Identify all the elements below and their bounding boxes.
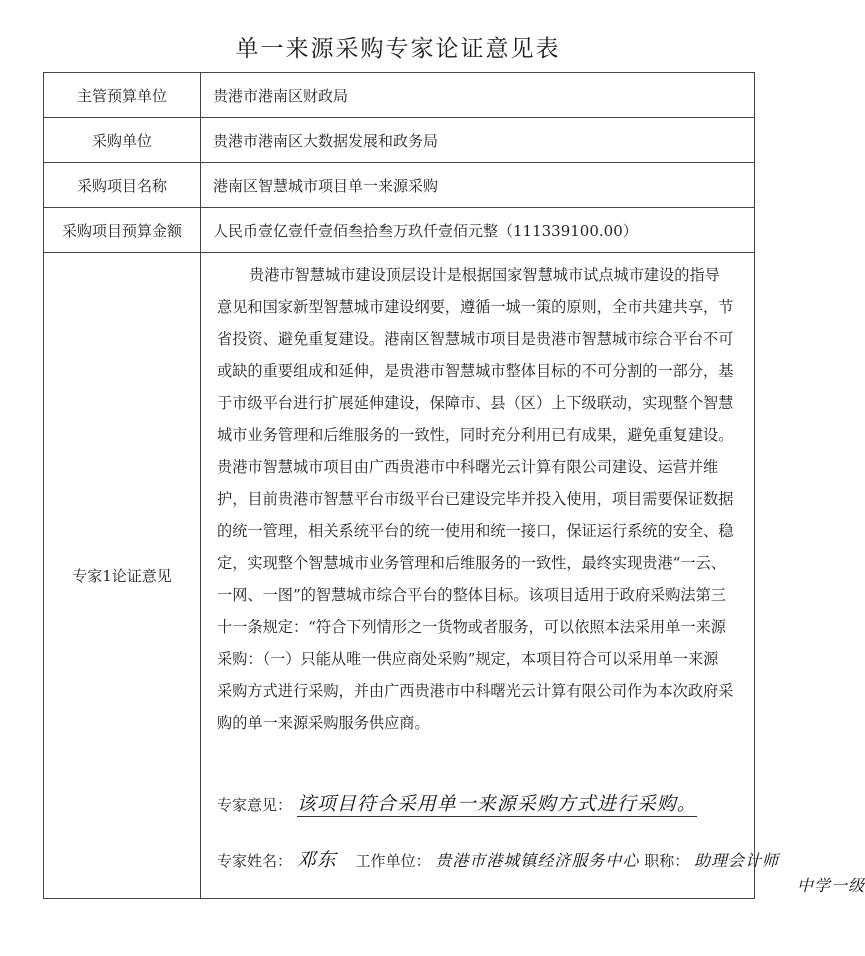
form-row-purchasing-unit [44, 118, 755, 163]
row-label: 主管预算单位 [44, 73, 201, 118]
row-value: 贵港市港南区财政局 [201, 73, 755, 118]
expert-opinion-label: 专家意见： [217, 796, 293, 814]
form-row-project-name [44, 163, 755, 208]
title-label: 职称： [644, 852, 690, 870]
opinion-line: 十一条规定：“符合下列情形之一货物或者服务，可以依照本法采用单一来源 [217, 618, 726, 636]
opinion-line: 意见和国家新型智慧城市建设纲要，遵循一城一策的原则，全市共建共享，节 [217, 298, 734, 316]
opinion-line: 省投资、避免重复建设。港南区智慧城市项目是贵港市智慧城市综合平台不可 [217, 330, 734, 348]
row-value: 人民币壹亿壹仟壹佰叁拾叁万玖仟壹佰元整（111339100.00） [201, 208, 755, 253]
opinion-line: 于市级平台进行扩展延伸建设，保障市、县（区）上下级联动，实现整个智慧 [217, 394, 734, 412]
opinion-form-table [43, 72, 865, 899]
row-value: 贵港市港南区大数据发展和政务局 [201, 118, 755, 163]
work-unit-handwriting: 贵港市港城镇经济服务中心 [435, 851, 640, 870]
row-label: 采购项目预算金额 [44, 208, 201, 253]
opinion-line: 一网、一图”的智慧城市综合平台的整体目标。该项目适用于政府采购法第三 [217, 586, 726, 604]
opinion-line: 或缺的重要组成和延伸，是贵港市智慧城市整体目标的不可分割的一部分，基 [217, 362, 734, 380]
expert-name-handwriting: 邓东 [296, 849, 337, 871]
title-handwriting: 助理会计师 [693, 851, 779, 870]
document-title: 单一来源采购专家论证意见表 [235, 36, 561, 62]
opinion-line: 采购：（一）只能从唯一供应商处采购”规定，本项目符合可以采用单一来源 [217, 650, 719, 668]
form-row-budget-unit [44, 73, 755, 118]
expert-signature-row [217, 845, 779, 872]
expert-title-row-2 [797, 873, 865, 896]
expert-opinion-handwriting: 该项目符合采用单一来源采购方式进行采购。 [297, 789, 697, 817]
opinion-line: 采购方式进行采购，并由广西贵港市中科曙光云计算有限公司作为本次政府采 [217, 682, 734, 700]
expert-opinion-row [217, 789, 697, 817]
opinion-line: 城市业务管理和后维服务的一致性，同时充分利用已有成果，避免重复建设。 [217, 426, 734, 444]
work-unit-label: 工作单位： [355, 852, 431, 870]
form-row-expert-opinion [44, 253, 755, 899]
form-row-budget-amount [44, 208, 755, 253]
opinion-label: 专家1论证意见 [44, 253, 201, 899]
row-label: 采购项目名称 [44, 163, 201, 208]
opinion-line: 贵港市智慧城市项目由广西贵港市中科曙光云计算有限公司建设、运营并维 [217, 458, 719, 476]
opinion-line: 护，目前贵港市智慧平台市级平台已建设完毕并投入使用，项目需要保证数据 [217, 490, 734, 508]
opinion-content [201, 253, 865, 899]
row-label: 采购单位 [44, 118, 201, 163]
expert-name-label: 专家姓名： [217, 852, 293, 870]
opinion-paragraph [217, 259, 738, 739]
title-handwriting-second-line: 中学一级 [797, 876, 865, 895]
row-value: 港南区智慧城市项目单一来源采购 [201, 163, 755, 208]
opinion-line: 定，实现整个智慧城市业务管理和后维服务的一致性，最终实现贵港“一云、 [217, 554, 726, 572]
opinion-line: 购的单一来源采购服务供应商。 [217, 714, 430, 732]
opinion-line: 贵港市智慧城市建设顶层设计是根据国家智慧城市试点城市建设的指导 [249, 266, 720, 284]
opinion-line: 的统一管理，相关系统平台的统一使用和统一接口，保证运行系统的安全、稳 [217, 522, 734, 540]
